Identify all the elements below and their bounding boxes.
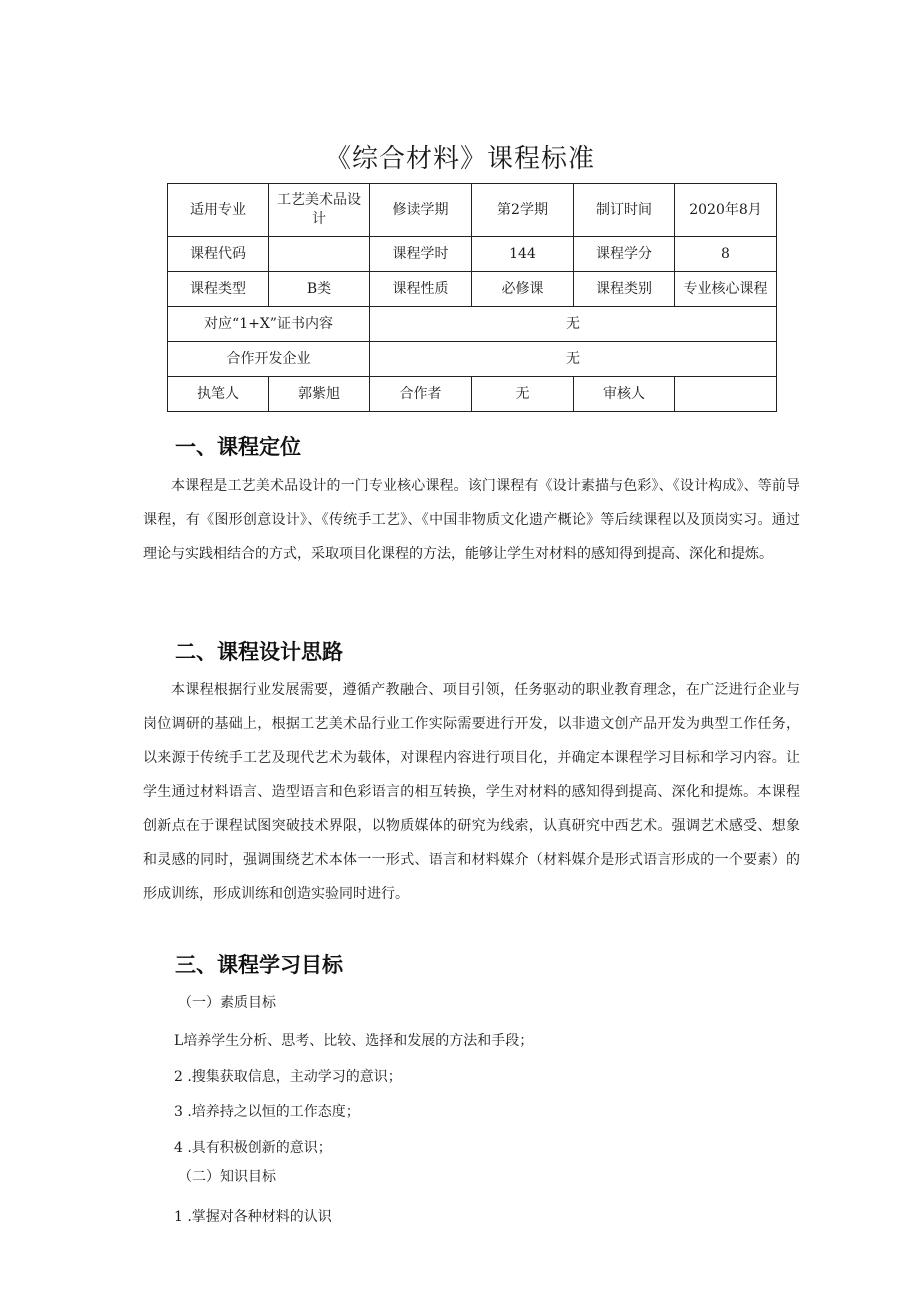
table-cell: 郭紫旭 <box>269 377 370 412</box>
section-heading-positioning: 一、课程定位 <box>175 435 301 459</box>
table-cell: 课程类型 <box>168 272 269 307</box>
table-cell <box>675 377 777 412</box>
section-heading-design-approach: 二、课程设计思路 <box>175 640 343 664</box>
table-cell: 课程性质 <box>370 272 472 307</box>
section-body-positioning: 本课程是工艺美术品设计的一门专业核心课程。该门课程有《设计素描与色彩》、《设计构成》、等前导课程，有《图形创意设计》、《传统手工艺》、《中国非物质文化遗产概论》等后续课程以及顶岗实习。通过理论与实践相结合的方式，采取项目化课程的方法，能够让学生对材料的感知得到提高、深化和提炼。 <box>143 478 800 562</box>
table-cell: 合作者 <box>370 377 472 412</box>
table-cell: 合作开发企业 <box>168 342 370 377</box>
section-body-design-approach: 本课程根据行业发展需要，遵循产教融合、项目引领，任务驱动的职业教育理念，在广泛进行企业与岗位调研的基础上，根据工艺美术品行业工作实际需要进行开发，以非遗文创产品开发为典型工作任务，以来源于传统手工艺及现代艺术为载体，对课程内容进行项目化，并确定本课程学习目标和学习内容。让学生通过材料语言、造型语言和色彩语言的相互转换，学生对材料的感知得到提高、深化和提炼。本课程创新点在于课程试图突破技术界限，以物质媒体的研究为线索，认真研究中西艺术。强调艺术感受、想象和灵感的同时，强调围绕艺术本体一一形式、语言和材料媒介（材料媒介是形式语言形成的一个要素）的形成训练，形成训练和创造实验同时进行。 <box>143 682 800 902</box>
table-cell: 8 <box>675 237 777 272</box>
course-info-table <box>167 183 777 412</box>
table-cell: 适用专业 <box>168 184 269 237</box>
subheading-quality-goals: （一）素质目标 <box>178 995 276 1011</box>
list-item: 4 .具有积极创新的意识； <box>174 1140 332 1156</box>
table-row <box>168 342 777 377</box>
table-cell: 执笔人 <box>168 377 269 412</box>
list-item: 1 .掌握对各种材料的认识 <box>174 1209 332 1225</box>
table-cell: 无 <box>370 342 777 377</box>
document-title: 《综合材料》课程标准 <box>324 144 595 174</box>
table-cell: 专业核心课程 <box>675 272 777 307</box>
table-cell: 工艺美术品设计 <box>269 184 370 237</box>
table-cell: 制订时间 <box>574 184 675 237</box>
list-item: L培养学生分析、思考、比较、选择和发展的方法和手段； <box>174 1033 534 1049</box>
table-cell: 必修课 <box>472 272 574 307</box>
table-cell: 2020年8月 <box>675 184 777 237</box>
table-cell: B类 <box>269 272 370 307</box>
table-cell: 第2学期 <box>472 184 574 237</box>
subheading-knowledge-goals: （二）知识目标 <box>178 1169 276 1185</box>
table-cell: 修读学期 <box>370 184 472 237</box>
table-cell: 对应“1+X”证书内容 <box>168 307 370 342</box>
list-item: 2 .搜集获取信息，主动学习的意识； <box>174 1069 402 1085</box>
table-cell <box>269 237 370 272</box>
table-cell: 无 <box>472 377 574 412</box>
table-cell: 课程学分 <box>574 237 675 272</box>
table-cell: 课程学时 <box>370 237 472 272</box>
table-cell: 无 <box>370 307 777 342</box>
table-row <box>168 307 777 342</box>
table-cell: 审核人 <box>574 377 675 412</box>
table-row <box>168 272 777 307</box>
table-cell: 144 <box>472 237 574 272</box>
section-heading-learning-goals: 三、课程学习目标 <box>175 953 343 977</box>
table-row <box>168 377 777 412</box>
table-cell: 课程类别 <box>574 272 675 307</box>
list-item: 3 .培养持之以恒的工作态度； <box>174 1104 360 1120</box>
table-cell: 课程代码 <box>168 237 269 272</box>
table-row <box>168 237 777 272</box>
table-row <box>168 184 777 237</box>
